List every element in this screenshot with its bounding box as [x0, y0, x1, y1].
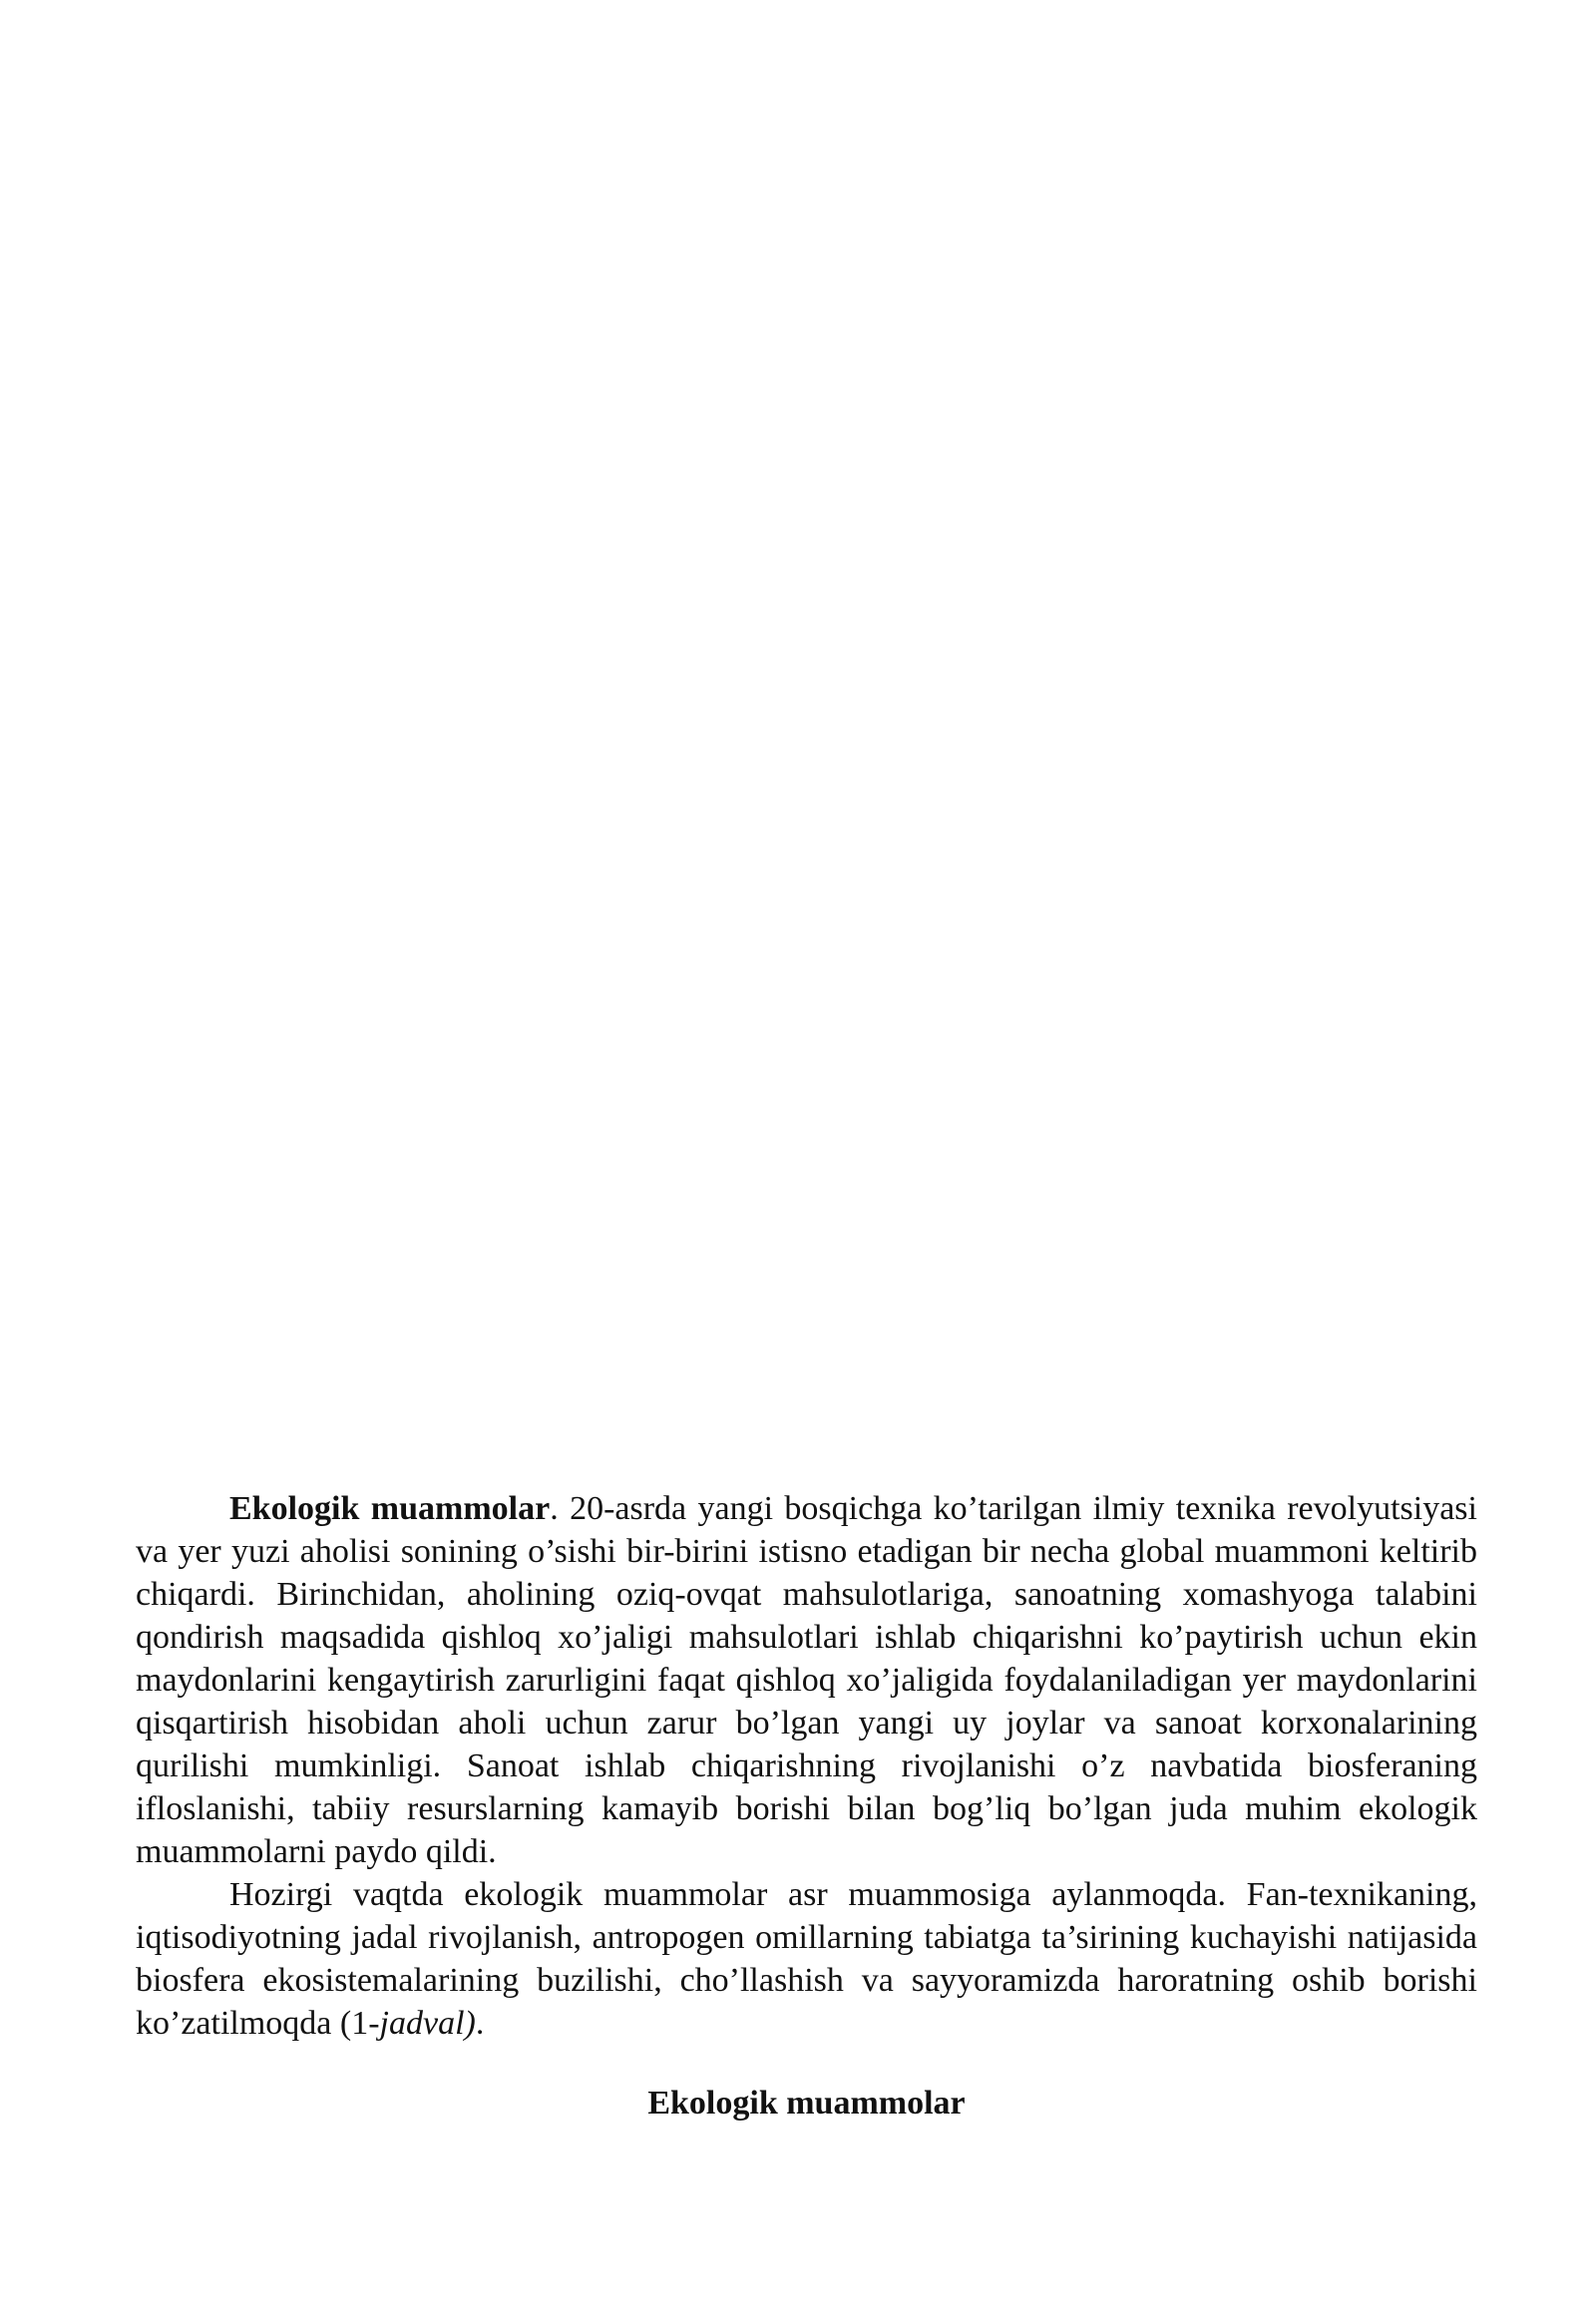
- table-reference: jadval): [379, 2005, 476, 2042]
- paragraph-current-situation: [136, 1873, 1477, 2045]
- paragraph-ecological-problems: [136, 1487, 1477, 1873]
- paragraph-heading: Ekologik muammolar: [229, 1490, 551, 1527]
- paragraph-text: Hozirgi vaqtda ekologik muammolar asr muammosiga aylanmoqda. Fan-texnikaning, iqtisodiyotning jadal rivojlanish, antropogen omillarning tabiatga ta’sirining kuchayishi natijasida biosfera ekosistemalarining buzilishi, cho’llashish va sayyoramizda haroratning oshib borishi ko’zatilmoqda (1-: [136, 1876, 1477, 2042]
- paragraph-end: .: [475, 2005, 485, 2042]
- document-body: [136, 1487, 1477, 2125]
- table-title: Ekologik muammolar: [647, 2085, 966, 2122]
- paragraph-text: . 20-asrda yangi bosqichga ko’tarilgan ilmiy texnika revolyutsiyasi va yer yuzi aholisi sonining o’sishi bir-birini istisno etadigan bir necha global muammoni keltirib chiqardi. Birinchidan, aholining oziq-ovqat mahsulotlariga, sanoatning xomashyoga talabini qondirish maqsadida qishloq xo’jaligi mahsulotlari ishlab chiqarishni ko’paytirish uchun ekin maydonlarini kengaytirish zarurligini faqat qishloq xo’jaligida foydalaniladigan yer maydonlarini qisqartirish hisobidan aholi uchun zarur bo’lgan yangi uy joylar va sanoat korxonalarining qurilishi mumkinligi. Sanoat ishlab chiqarishning rivojlanishi o’z navbatida biosferaning ifloslanishi, tabiiy resurslarning kamayib borishi bilan bog’liq bo’lgan juda muhim ekologik muammolarni paydo qildi.: [136, 1490, 1477, 1870]
